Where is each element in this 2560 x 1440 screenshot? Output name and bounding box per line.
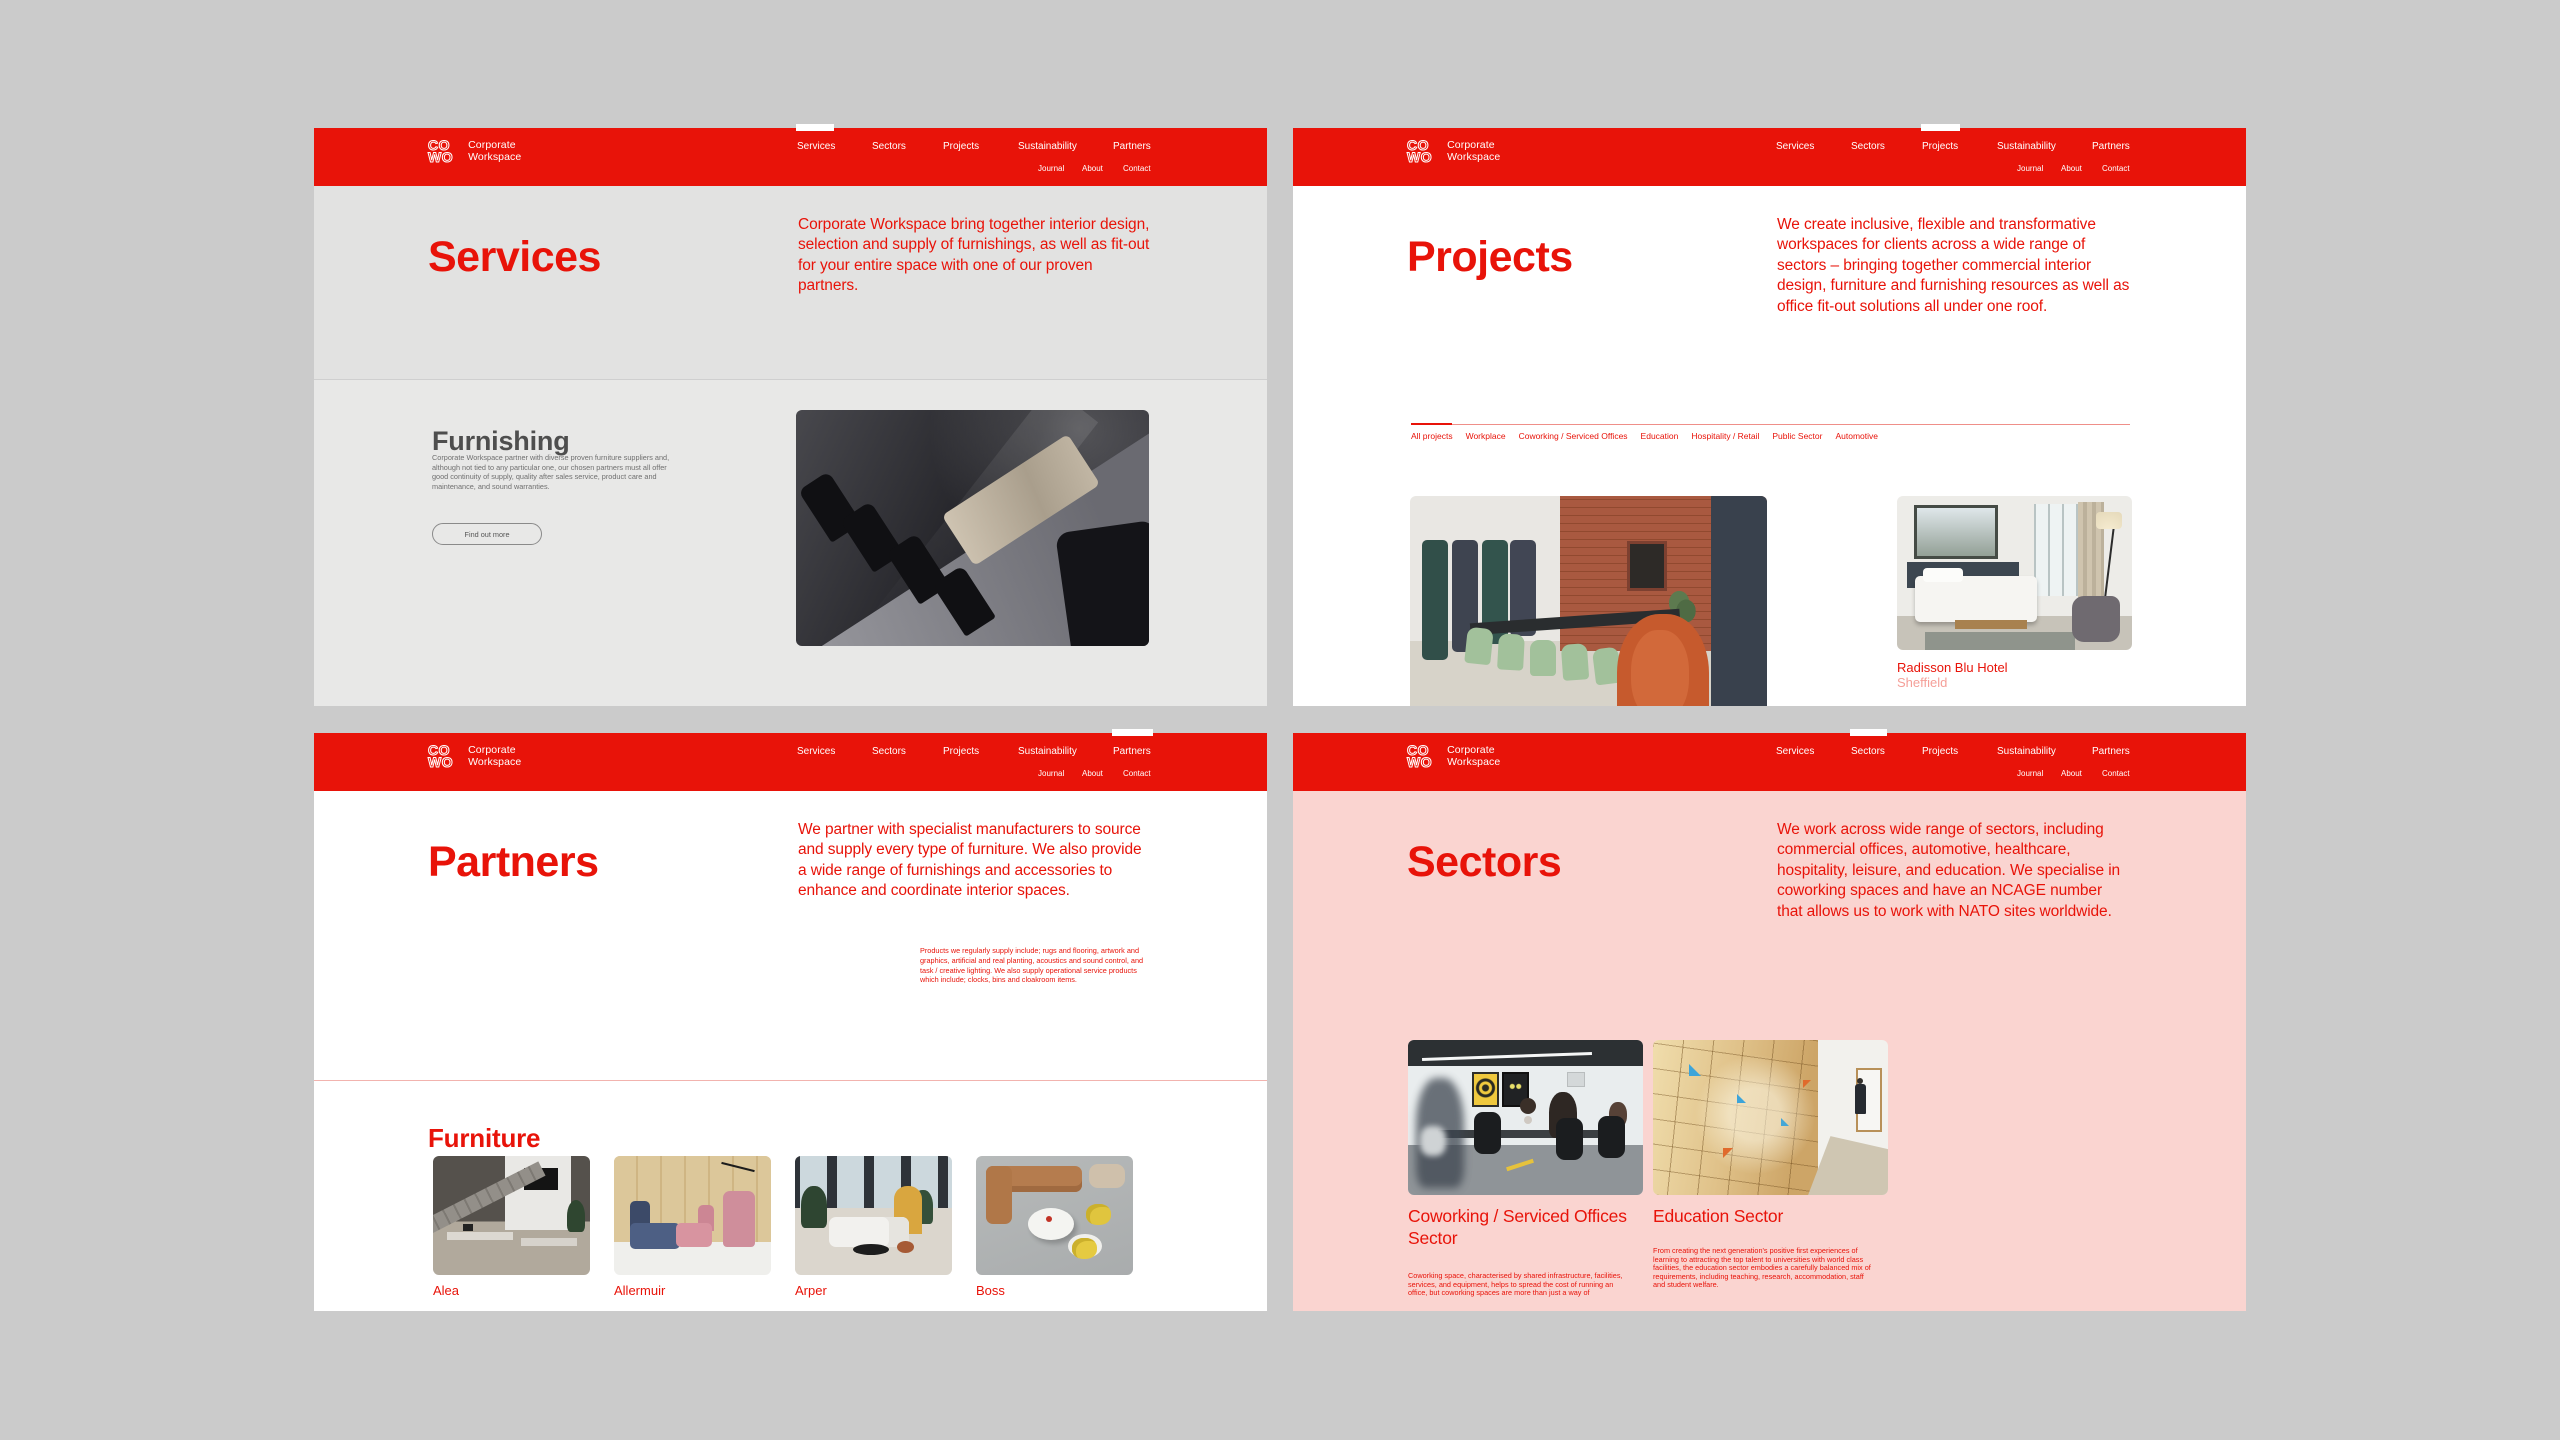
project-card[interactable] bbox=[1410, 496, 1767, 706]
active-tab-indicator bbox=[1850, 729, 1887, 736]
site-header bbox=[314, 128, 1267, 186]
nav-journal[interactable]: Journal bbox=[2017, 164, 2044, 173]
page-intro: We create inclusive, flexible and transformative workspaces for clients across a wide range of sectors – bringing together commercial interior design, furniture and furnishing resources as well as office fit-out solutions all under one roof. bbox=[1777, 215, 2130, 315]
coworking-project-photo bbox=[1410, 496, 1767, 706]
nav-contact[interactable]: Contact bbox=[1123, 164, 1151, 173]
brand-label: Allermuir bbox=[614, 1283, 666, 1298]
sector-heading: Coworking / Serviced Offices Sector bbox=[1408, 1206, 1627, 1248]
filter-workplace[interactable]: Workplace bbox=[1465, 431, 1506, 441]
coworking-sector-photo bbox=[1408, 1040, 1643, 1195]
nav-projects[interactable]: Projects bbox=[1922, 746, 1959, 757]
furniture-brand-card[interactable] bbox=[976, 1156, 1133, 1298]
filter-divider bbox=[1411, 424, 2130, 425]
logo-mark-icon: CO WO bbox=[428, 742, 454, 770]
page-intro: We partner with specialist manufacturers to source and supply every type of furniture. We also provide a wide range of furnishings and accessories to enhance and coordinate interior spaces. bbox=[798, 820, 1142, 900]
services-page-body bbox=[314, 186, 1267, 706]
nav-projects[interactable]: Projects bbox=[943, 746, 980, 757]
nav-sectors[interactable]: Sectors bbox=[872, 141, 906, 152]
section-divider bbox=[314, 1080, 1267, 1081]
arper-photo bbox=[795, 1156, 952, 1275]
page-intro: We work across wide range of sectors, including commercial offices, automotive, healthcare, hospitality, leisure, and education. We specialise in coworking spaces and have an NCAGE number that allows us to work with NATO sites worldwide. bbox=[1777, 820, 2121, 920]
site-header bbox=[314, 733, 1267, 791]
sectors-page-body bbox=[1293, 791, 2246, 1311]
nav-sustainability[interactable]: Sustainability bbox=[1997, 141, 2056, 152]
logo-mark-icon: CO WO bbox=[1407, 137, 1433, 165]
nav-contact[interactable]: Contact bbox=[2102, 164, 2130, 173]
active-tab-indicator bbox=[1921, 124, 1960, 131]
nav-about[interactable]: About bbox=[1082, 164, 1103, 173]
nav-services[interactable]: Services bbox=[797, 141, 836, 152]
nav-partners[interactable]: Partners bbox=[2092, 746, 2130, 757]
active-tab-indicator bbox=[796, 124, 834, 131]
nav-sectors[interactable]: Sectors bbox=[1851, 141, 1885, 152]
nav-contact[interactable]: Contact bbox=[1123, 769, 1151, 778]
logo[interactable] bbox=[428, 744, 521, 768]
site-header bbox=[1293, 733, 2246, 791]
page-title: Projects bbox=[1407, 232, 1573, 281]
logo[interactable] bbox=[1407, 139, 1500, 163]
brand-label: Arper bbox=[795, 1283, 827, 1298]
nav-services[interactable]: Services bbox=[1776, 141, 1815, 152]
furniture-brand-card[interactable] bbox=[795, 1156, 952, 1298]
furnishing-body: Corporate Workspace partner with diverse proven furniture suppliers and, although not tied to any particular one, our chosen partners must all offer good continuity of supply, quality after sales service, product care and maintenance, and sound warranties. bbox=[432, 453, 670, 491]
nav-journal[interactable]: Journal bbox=[1038, 164, 1065, 173]
nav-sectors[interactable]: Sectors bbox=[1851, 746, 1885, 757]
logo-wordmark: Corporate Workspace bbox=[468, 139, 522, 163]
nav-projects[interactable]: Projects bbox=[1922, 141, 1959, 152]
logo-mark-icon: CO WO bbox=[1407, 742, 1433, 770]
project-card[interactable] bbox=[1897, 496, 2132, 690]
logo[interactable] bbox=[1407, 744, 1500, 768]
logo[interactable] bbox=[428, 139, 521, 163]
filter-public-sector[interactable]: Public Sector bbox=[1772, 431, 1823, 441]
logo-wordmark: Corporate Workspace bbox=[468, 744, 522, 768]
page-title: Sectors bbox=[1407, 837, 1562, 886]
nav-about[interactable]: About bbox=[2061, 164, 2082, 173]
nav-journal[interactable]: Journal bbox=[2017, 769, 2044, 778]
page-title: Partners bbox=[428, 837, 599, 886]
hotel-project-photo bbox=[1897, 496, 2132, 650]
find-out-more-button[interactable]: Find out more bbox=[432, 523, 542, 545]
alea-photo bbox=[433, 1156, 590, 1275]
nav-journal[interactable]: Journal bbox=[1038, 769, 1065, 778]
sector-description: Coworking space, characterised by shared infrastructure, facilities, services, and equipment, helps to spread the cost of running an office, but coworking spaces are more than just a way of bbox=[1408, 1271, 1623, 1298]
supply-detail-text: Products we regularly supply include; rugs and flooring, artwork and graphics, artificial and real planting, acoustics and sound control, and task / creative lighting. We also supply operational service products which include; clocks, bins and cloakroom items. bbox=[920, 946, 1144, 985]
nav-about[interactable]: About bbox=[2061, 769, 2082, 778]
furnishing-heading: Furnishing bbox=[432, 426, 570, 457]
nav-sustainability[interactable]: Sustainability bbox=[1997, 746, 2056, 757]
partners-page-screenshot bbox=[314, 733, 1267, 1311]
page-title: Services bbox=[428, 232, 601, 281]
filter-education[interactable]: Education bbox=[1640, 431, 1679, 441]
furniture-heading: Furniture bbox=[428, 1122, 541, 1153]
boss-photo bbox=[976, 1156, 1133, 1275]
page-intro: Corporate Workspace bring together interior design, selection and supply of furnishings, as well as fit-out for your entire space with one of our proven partners. bbox=[798, 215, 1150, 295]
nav-services[interactable]: Services bbox=[797, 746, 836, 757]
sector-heading: Education Sector bbox=[1653, 1206, 1784, 1226]
sector-card[interactable] bbox=[1408, 1040, 1643, 1298]
nav-sustainability[interactable]: Sustainability bbox=[1018, 141, 1077, 152]
nav-partners[interactable]: Partners bbox=[1113, 141, 1151, 152]
sectors-page-screenshot bbox=[1293, 733, 2246, 1311]
nav-contact[interactable]: Contact bbox=[2102, 769, 2130, 778]
projects-page-screenshot bbox=[1293, 128, 2246, 706]
active-tab-indicator bbox=[1112, 729, 1153, 736]
filter-automotive[interactable]: Automotive bbox=[1835, 431, 1879, 441]
boardroom-photo bbox=[796, 410, 1149, 646]
sector-description: From creating the next generation's positive first experiences of learning to attracting the top talent to universities with world class facilities, the education sector embodies a carefully balanced mix of requirements, including teaching, research, accommodation, staff and student welfare. bbox=[1653, 1246, 1871, 1290]
filter-all-projects[interactable]: All projects bbox=[1411, 431, 1453, 441]
brand-label: Boss bbox=[976, 1283, 1005, 1298]
furniture-brand-card[interactable] bbox=[433, 1156, 590, 1298]
project-filters bbox=[1411, 431, 1878, 441]
nav-partners[interactable]: Partners bbox=[1113, 746, 1151, 757]
nav-sectors[interactable]: Sectors bbox=[872, 746, 906, 757]
brand-label: Alea bbox=[433, 1283, 460, 1298]
nav-about[interactable]: About bbox=[1082, 769, 1103, 778]
logo-mark-icon: CO WO bbox=[428, 137, 454, 165]
logo-wordmark: Corporate Workspace bbox=[1447, 139, 1501, 163]
site-header bbox=[1293, 128, 2246, 186]
sector-card[interactable] bbox=[1653, 1040, 1888, 1290]
nav-partners[interactable]: Partners bbox=[2092, 141, 2130, 152]
projects-page-body bbox=[1293, 186, 2246, 706]
filter-hospitality[interactable]: Hospitality / Retail bbox=[1691, 431, 1760, 441]
partners-page-body bbox=[314, 791, 1267, 1311]
project-title: Radisson Blu Hotel bbox=[1897, 660, 2008, 675]
nav-sustainability[interactable]: Sustainability bbox=[1018, 746, 1077, 757]
furniture-brand-card[interactable] bbox=[614, 1156, 771, 1298]
active-filter-indicator bbox=[1411, 423, 1452, 425]
logo-wordmark: Corporate Workspace bbox=[1447, 744, 1501, 768]
project-location: Sheffield bbox=[1897, 675, 1948, 690]
allermuir-photo bbox=[614, 1156, 771, 1275]
nav-projects[interactable]: Projects bbox=[943, 141, 980, 152]
nav-services[interactable]: Services bbox=[1776, 746, 1815, 757]
education-sector-photo bbox=[1653, 1040, 1888, 1195]
services-page-screenshot bbox=[314, 128, 1267, 706]
filter-coworking[interactable]: Coworking / Serviced Offices bbox=[1518, 431, 1628, 441]
